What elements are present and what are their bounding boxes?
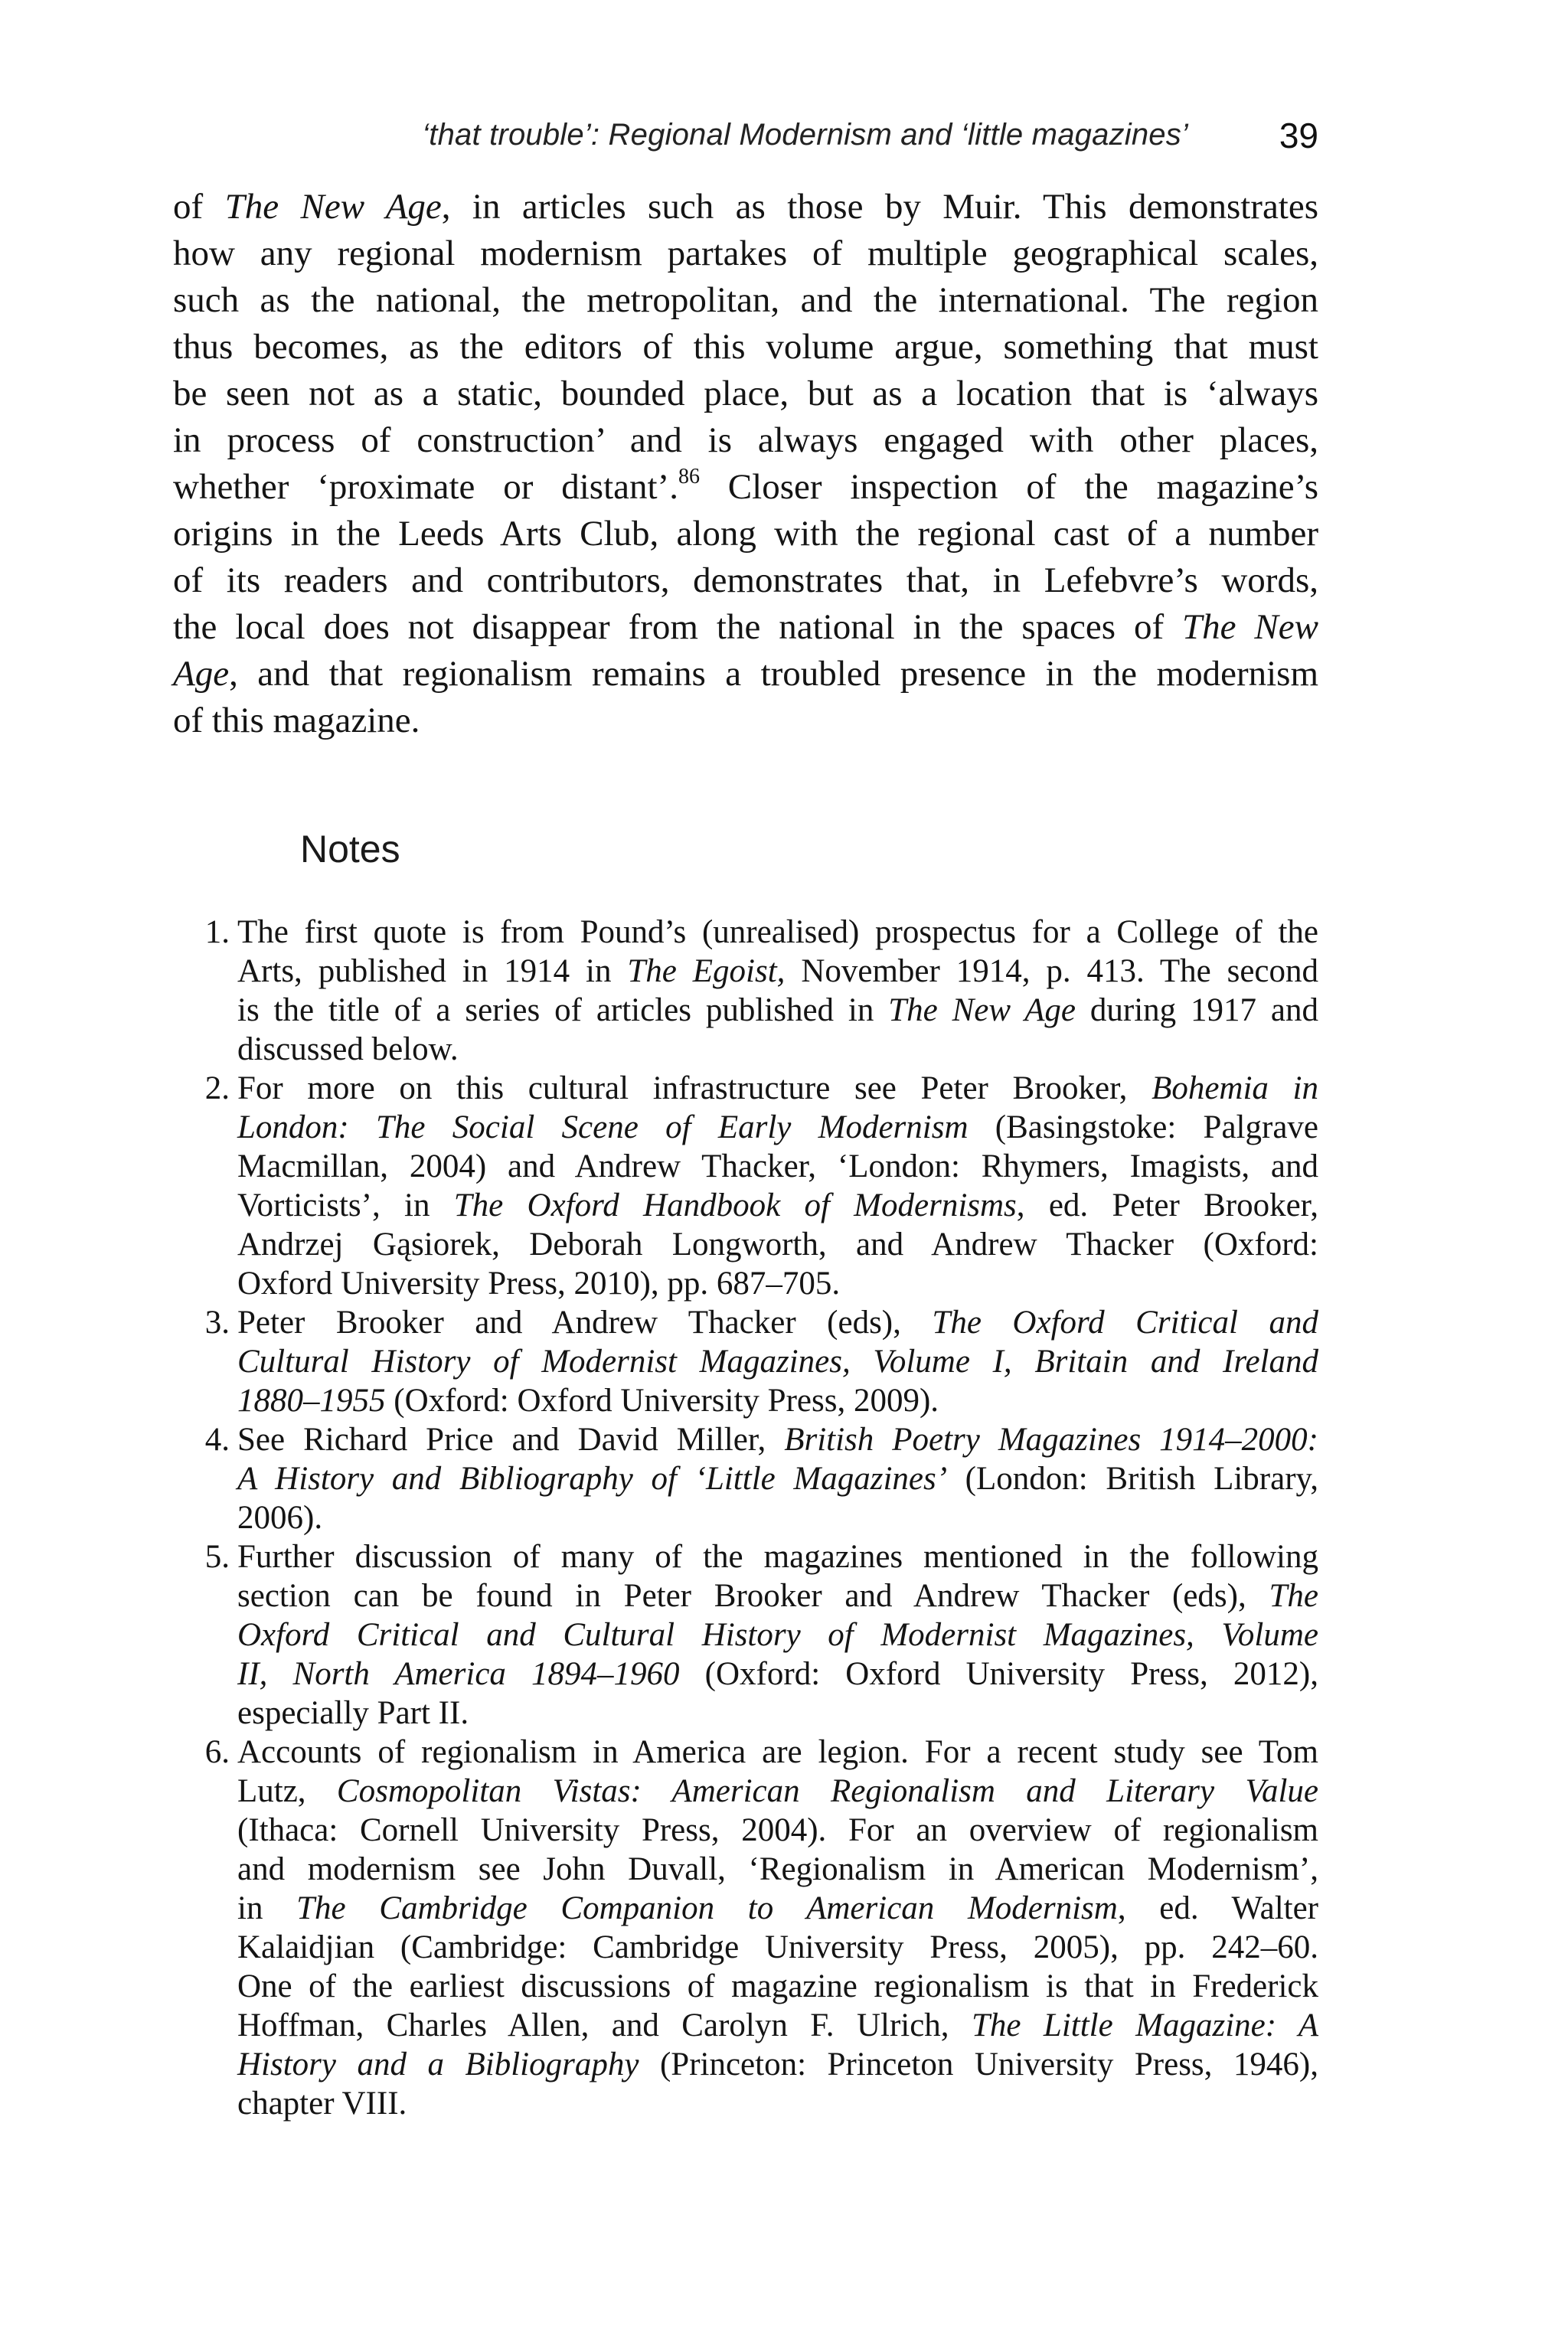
- footnote-reference: 86: [678, 465, 700, 488]
- notes-list: [173, 913, 1318, 2123]
- body-line: such as the national, the metropolitan, and the international. The region: [173, 280, 1318, 320]
- note-item: [173, 1733, 1318, 2123]
- body-paragraph: [173, 184, 1318, 744]
- body-line: in process of construction’ and is always engaged with other places,: [173, 420, 1318, 460]
- note-text: The first quote is from Pound’s (unrealised) prospectus for a College of the Arts, published in 1914 in The Egoist, November 1914, p. 413. The second is the title of a series of articles published in The New Age during 1917 and discussed below.: [237, 914, 1318, 1067]
- note-text: See Richard Price and David Miller, British Poetry Magazines 1914–2000: A History and Bibliography of ‘Little Magazines’ (London: British Library, 2006).: [237, 1422, 1318, 1536]
- note-item: [173, 913, 1318, 1069]
- body-line: of its readers and contributors, demonstrates that, in Lefebvre’s words,: [173, 560, 1318, 600]
- note-item: [173, 1420, 1318, 1537]
- note-text: Accounts of regionalism in America are legion. For a recent study see Tom Lutz, Cosmopolitan Vistas: American Regionalism and Literary Value (Ithaca: Cornell University Press, 2004). For an overview of regionalism and modernism see John Duvall, ‘Regionalism in American Modernism’, in The Cambridge Companion to American Modernism, ed. Walter Kalaidjian (Cambridge: Cambridge University Press, 2005), pp. 242–60. One of the earliest discussions of magazine regionalism is that in Frederick Hoffman, Charles Allen, and Carolyn F. Ulrich, The Little Magazine: A History and a Bibliography (Princeton: Princeton University Press, 1946), chapter VIII.: [237, 1734, 1318, 2122]
- body-line: of The New Age, in articles such as those by Muir. This demonstrates: [173, 187, 1319, 227]
- notes-heading: Notes: [300, 828, 400, 871]
- note-number: 3.: [204, 1305, 230, 1341]
- body-line: origins in the Leeds Arts Club, along with the regional cast of a number: [173, 514, 1318, 554]
- note-number: 1.: [204, 914, 230, 950]
- body-line: of this magazine.: [173, 701, 420, 740]
- note-text: Peter Brooker and Andrew Thacker (eds), The Oxford Critical and Cultural History of Modernist Magazines, Volume I, Britain and Ireland 1880–1955 (Oxford: Oxford University Press, 2009).: [237, 1305, 1318, 1419]
- note-item: [173, 1069, 1318, 1303]
- note-number: 2.: [204, 1070, 230, 1106]
- note-text: Further discussion of many of the magazines mentioned in the following section can be found in Peter Brooker and Andrew Thacker (eds), The Oxford Critical and Cultural History of Modernist Magazines, Volume II, North America 1894–1960 (Oxford: Oxford University Press, 2012), especially Part II.: [237, 1539, 1318, 1731]
- body-line: whether ‘proximate or distant’.$^{86}$ Closer inspection of the magazine’s: [173, 465, 1318, 507]
- body-line: the local does not disappear from the national in the spaces of The New: [173, 607, 1318, 647]
- body-line: thus becomes, as the editors of this volume argue, something that must: [173, 327, 1318, 367]
- body-line: how any regional modernism partakes of multiple geographical scales,: [173, 234, 1318, 273]
- note-item: [173, 1537, 1318, 1733]
- page-number: 39: [1279, 116, 1318, 155]
- running-head: [173, 115, 1318, 161]
- body-line: be seen not as a static, bounded place, but as a location that is ‘always: [173, 374, 1318, 413]
- note-number: 5.: [204, 1539, 230, 1575]
- note-text: For more on this cultural infrastructure see Peter Brooker, Bohemia in London: The Social Scene of Early Modernism (Basingstoke: Palgrave Macmillan, 2004) and Andrew Thacker, ‘London: Rhymers, Imagists, and Vorticists’, in The Oxford Handbook of Modernisms, ed. Peter Brooker, Andrzej Gąsiorek, Deborah Longworth, and Andrew Thacker (Oxford: Oxford University Press, 2010), pp. 687–705.: [237, 1070, 1319, 1302]
- note-item: [173, 1303, 1318, 1420]
- note-number: 4.: [204, 1422, 230, 1458]
- body-line: Age, and that regionalism remains a troubled presence in the modernism: [173, 654, 1318, 694]
- note-number: 6.: [204, 1734, 230, 1770]
- running-title: ‘that trouble’: Regional Modernism and ‘little magazines’: [422, 118, 1188, 152]
